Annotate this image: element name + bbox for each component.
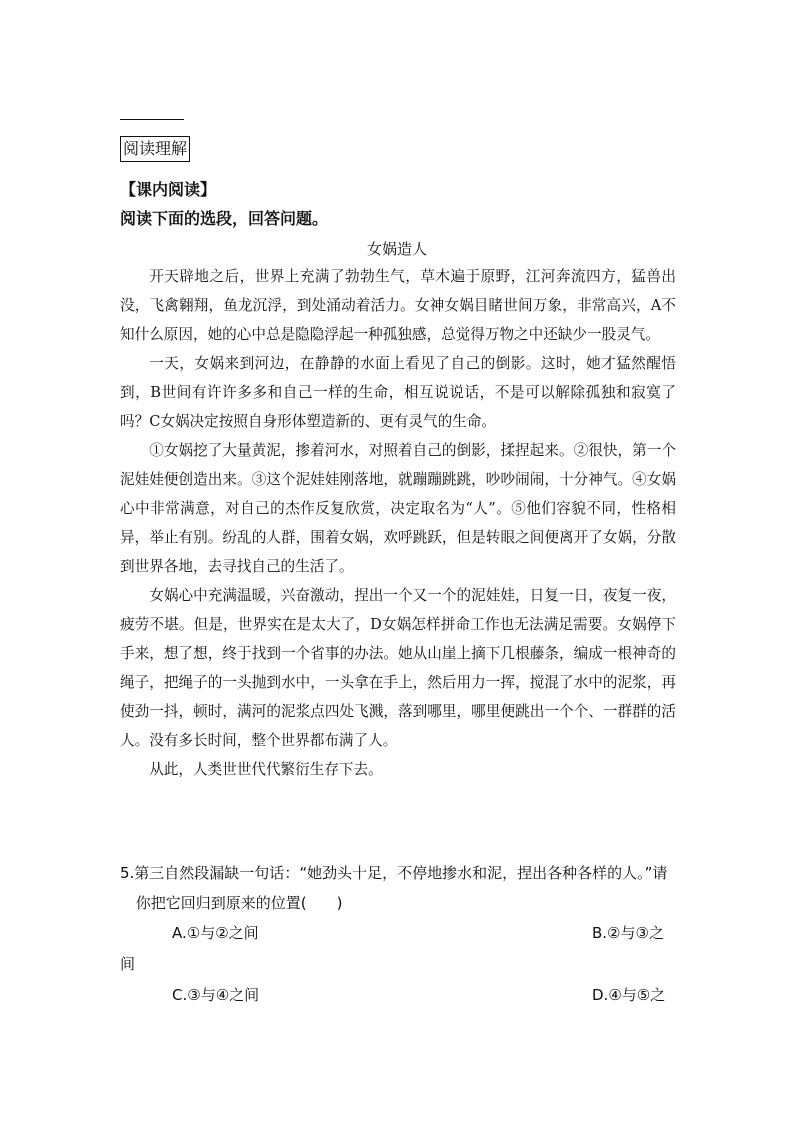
instruction: 阅读下面的选段，回答问题。 bbox=[120, 209, 329, 228]
paragraph-1: 开天辟地之后，世界上充满了勃勃生气，草木遍于原野，江河奔流四方，猛兽出没，飞禽翱翔，鱼龙沉浮，到处涌动着活力。女神女娲目睹世间万象，非常高兴，A不知什么原因，她的心中总是隐隐浮起一种孤独感，总觉得万物之中还缺少一股灵气。 bbox=[120, 268, 676, 343]
subsection-label: 【课内阅读】 bbox=[120, 180, 217, 199]
question-stem: 5.第三自然段漏缺一句话：“她劲头十足，不停地掺水和泥，捏出各种各样的人。”请你把它回归到原来的位置( ) bbox=[120, 864, 668, 912]
option-b[interactable]: B.②与③之 bbox=[592, 924, 664, 942]
top-rule bbox=[120, 119, 184, 120]
option-a[interactable]: A.①与②之间 bbox=[172, 924, 259, 942]
passage-title: 女娲造人 bbox=[366, 240, 427, 258]
options-row-1 bbox=[120, 918, 676, 949]
paragraph-5: 从此，人类世世代代繁衍生存下去。 bbox=[149, 761, 383, 778]
section-label: 阅读理解 bbox=[120, 136, 190, 162]
paragraph-2: 一天，女娲来到河边，在静静的水面上看见了自己的倒影。这时，她才猛然醒悟到，B世间有许许多多和自己一样的生命，相互说说话，不是可以解除孤独和寂寞了吗？C女娲决定按照自身形体塑造新的、更有灵气的生命。 bbox=[120, 355, 676, 430]
question-5 bbox=[120, 858, 676, 1011]
option-b-wrap: 间 bbox=[120, 955, 136, 973]
passage-body bbox=[120, 262, 676, 784]
paragraph-4: 女娲心中充满温暖，兴奋激动，捏出一个又一个的泥娃娃，日复一日，夜复一夜，疲劳不堪。但是，世界实在是太大了，D女娲怎样拼命工作也无法满足需要。女娲停下手来，想了想，终于找到一个省事的办法。她从山崖上摘下几根藤条，编成一根神奇的绳子，把绳子的一头抛到水中，一头拿在手上，然后用力一挥，搅混了水中的泥浆，再使劲一抖，顿时，满河的泥浆点四处飞溅，落到哪里，哪里便跳出一个个、一群群的活人。没有多长时间，整个世界都布满了人。 bbox=[120, 587, 676, 749]
option-c[interactable]: C.③与④之间 bbox=[172, 986, 260, 1004]
paragraph-3: ①女娲挖了大量黄泥，掺着河水，对照着自己的倒影，揉捏起来。②很快，第一个泥娃娃便创造出来。③这个泥娃娃刚落地，就蹦蹦跳跳，吵吵闹闹，十分神气。④女娲心中非常满意，对自己的杰作反复欣赏，决定取名为“人”。⑤他们容貌不同，性格相异，举止有别。纷乱的人群，围着女娲，欢呼跳跃，但是转眼之间便离开了女娲，分散到世界各地，去寻找自己的生活了。 bbox=[120, 442, 676, 575]
options-row-2 bbox=[120, 980, 676, 1011]
option-d[interactable]: D.④与⑤之 bbox=[592, 986, 666, 1004]
